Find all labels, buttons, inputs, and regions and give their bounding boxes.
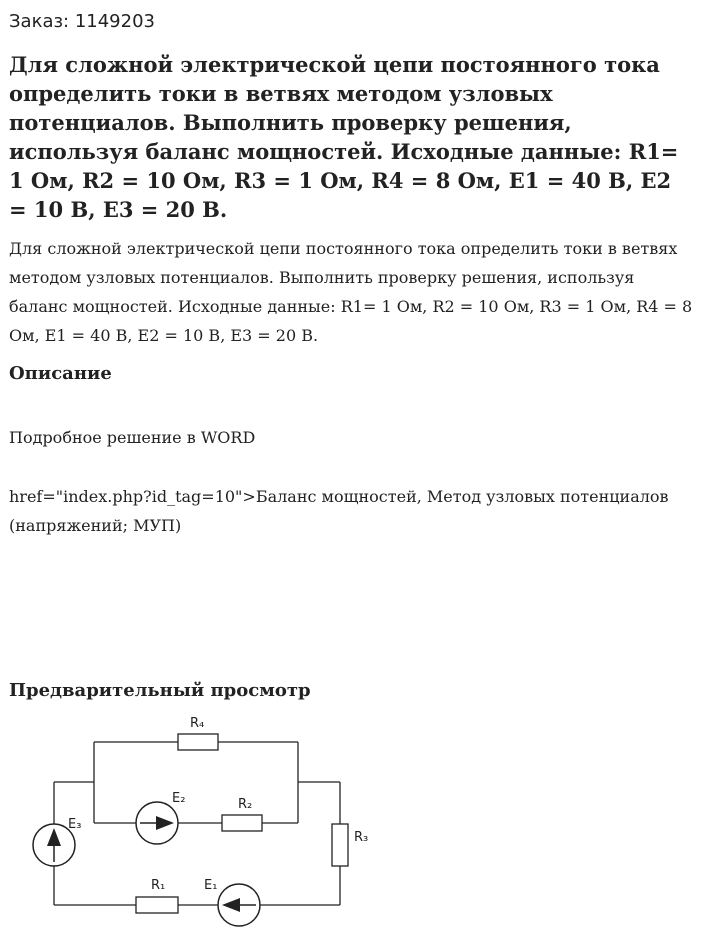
resistor-r1 — [136, 897, 178, 913]
label-e2: E₂ — [172, 791, 186, 806]
source-e2 — [136, 802, 178, 844]
label-r3: R₃ — [354, 830, 369, 845]
label-e1: E₁ — [204, 878, 218, 893]
circuit-diagram — [0, 700, 701, 940]
description-heading: Описание — [9, 363, 112, 384]
solution-format-text: Подробное решение в WORD — [9, 428, 256, 447]
label-r4: R₄ — [190, 716, 205, 731]
label-r2: R₂ — [238, 797, 253, 812]
page-title: Для сложной электрической цепи постоянного тока определить токи в ветвях методом узловых потенциалов. Выполнить проверку решения, используя баланс мощностей. Исходные данные: R1= 1 Ом, R2 = 10 Ом, R3 = 1 Ом, R4 = 8 Ом, E1 = 40 В, E2 = 10 В, E3 = 20 В. — [9, 52, 679, 222]
order-number: Заказ: 1149203 — [9, 11, 155, 32]
label-e3: E₃ — [68, 817, 82, 832]
task-text: Для сложной электрической цепи постоянного тока определить токи в ветвях методом узловых потенциалов. Выполнить проверку решения, используя баланс мощностей. Исходные данные: R1= 1 Ом, R2 = 10 Ом, R3 = 1 Ом, R4 = 8 Ом, E1 = 40 В, E2 = 10 В, E3 = 20 В. — [9, 239, 693, 345]
circuit-wires — [54, 742, 340, 905]
resistor-r2 — [222, 815, 262, 831]
resistor-r4 — [178, 734, 218, 750]
resistor-r3 — [332, 824, 348, 866]
label-r1: R₁ — [151, 878, 166, 893]
preview-heading: Предварительный просмотр — [9, 680, 311, 701]
tags-text: href="index.php?id_tag=10">Баланс мощностей, Метод узловых потенциалов (напряжений; МУП) — [9, 487, 669, 535]
source-e1 — [218, 884, 260, 926]
